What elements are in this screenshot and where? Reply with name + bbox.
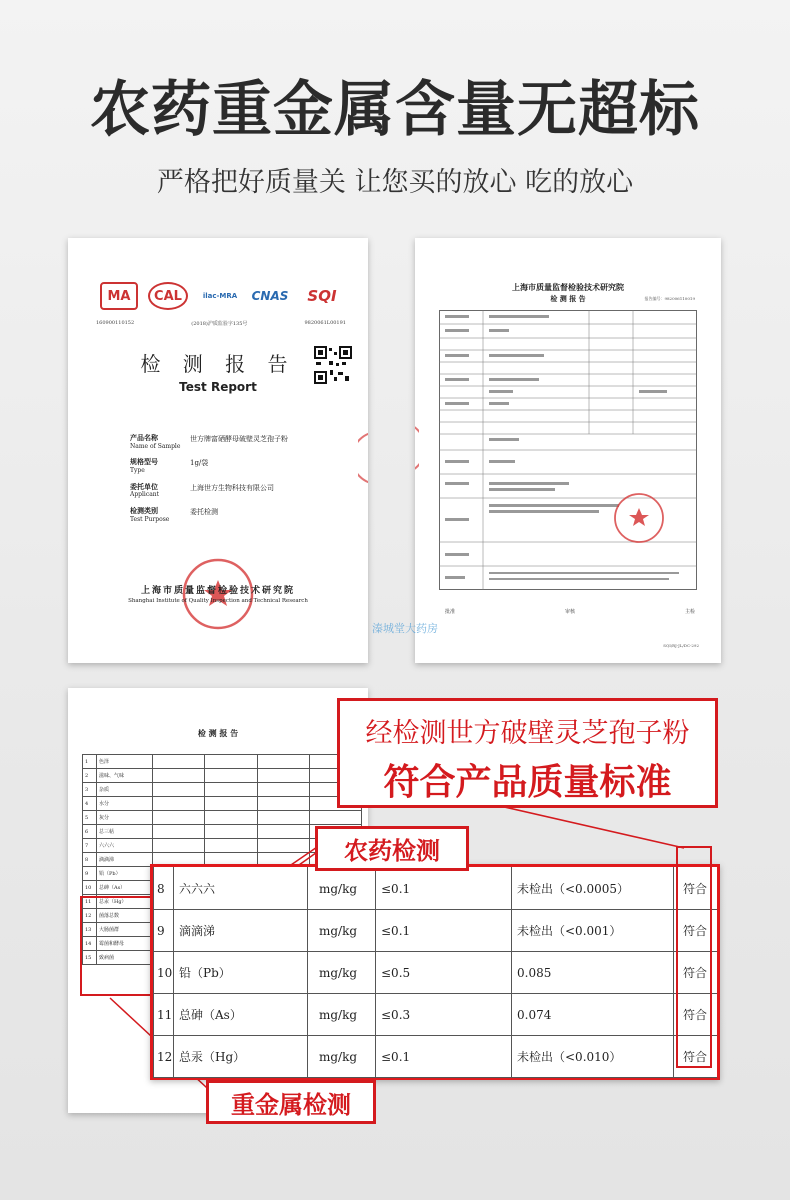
cnas-code: 9820061L00191 <box>304 320 346 326</box>
table-row <box>153 909 717 952</box>
table-cell <box>205 783 257 797</box>
row-number: 11 <box>157 1007 173 1022</box>
row-number: 10 <box>83 881 97 895</box>
row-item: 杂质 <box>97 783 153 797</box>
row-requirement: ≤0.1 <box>381 1049 411 1064</box>
row-result: 未检出（<0.010） <box>517 1050 622 1064</box>
institute-name: 上海市质量监督检验技术研究院 <box>140 586 295 596</box>
row-unit: mg/kg <box>319 1049 358 1064</box>
row-item: 六六六 <box>179 882 216 896</box>
report-form-code: SQI/RJ-JL/DC-292 <box>663 643 699 648</box>
table-row <box>83 783 362 797</box>
field-applicant: 委托单位 Applicant 上海世方生物科技有限公司 <box>130 481 274 499</box>
row-item: 总砷（As） <box>97 881 153 895</box>
edge-seal-icon <box>358 428 368 488</box>
report-title-en: Test Report <box>179 380 257 394</box>
row-unit: mg/kg <box>319 965 358 980</box>
row-number: 2 <box>83 769 97 783</box>
row-requirement: ≤0.3 <box>381 1007 411 1022</box>
table-row <box>83 811 362 825</box>
row-verdict: 符合 <box>683 1008 708 1022</box>
row-number: 13 <box>83 923 97 937</box>
row-unit: mg/kg <box>319 923 358 938</box>
row-item: 总汞（Hg） <box>97 895 153 909</box>
table-cell <box>205 811 257 825</box>
verdict-column-highlight <box>676 846 712 1068</box>
row-item: 总汞（Hg） <box>179 1050 246 1064</box>
conclusion-line-2: 符合产品质量标准 <box>383 762 672 803</box>
table-cell <box>257 811 309 825</box>
heavy-metal-test-tag: 重金属检测 <box>206 1080 376 1124</box>
row-requirement: ≤0.1 <box>381 881 411 896</box>
report-first-page <box>415 238 721 663</box>
row-item: 致病菌 <box>97 951 153 965</box>
sign-review: 审核 <box>564 609 575 615</box>
certificate-cover <box>68 238 368 663</box>
report-title-cn: 检 测 报 告 <box>140 352 296 376</box>
table-row <box>83 755 362 769</box>
table-row <box>83 769 362 783</box>
qr-code-icon <box>314 346 352 384</box>
row-item: 滴滴涕 <box>179 924 216 938</box>
row-number: 10 <box>157 965 173 980</box>
conclusion-callout <box>337 698 718 808</box>
row-item: 铅（Pb） <box>97 867 153 881</box>
row-requirement: ≤0.1 <box>381 923 411 938</box>
row-number: 15 <box>83 951 97 965</box>
ilac-logo: ilac-MRA <box>202 292 238 300</box>
report-number: 报告编号：982006110019 <box>644 296 695 301</box>
row-number: 4 <box>83 797 97 811</box>
row-item: 灰分 <box>97 811 153 825</box>
table-cell <box>257 797 309 811</box>
page-subtitle: 严格把好质量关 让您买的放心 吃的放心 <box>156 167 634 198</box>
table-row <box>153 951 717 994</box>
row-item: 色泽 <box>97 755 153 769</box>
row-number: 6 <box>83 825 97 839</box>
row-number: 11 <box>83 895 97 909</box>
table-cell <box>205 769 257 783</box>
row-number: 5 <box>83 811 97 825</box>
row-requirement: ≤0.5 <box>381 965 411 980</box>
cnas-logo: CNAS <box>251 289 289 303</box>
row-number: 12 <box>83 909 97 923</box>
row-verdict: 符合 <box>683 924 708 938</box>
row-unit: mg/kg <box>319 1007 358 1022</box>
detail-highlight <box>80 896 154 996</box>
table-row <box>153 993 717 1036</box>
report-form-table <box>439 310 697 590</box>
row-result: 0.074 <box>517 1007 552 1022</box>
watermark-text: 溱城堂大药房 <box>372 622 438 635</box>
row-verdict: 符合 <box>683 1050 708 1064</box>
table-row <box>83 797 362 811</box>
cma-code: 160900110152 <box>96 320 135 326</box>
table-cell <box>257 825 309 839</box>
table-cell <box>153 783 205 797</box>
page-title: 农药重金属含量无超标 <box>90 75 700 145</box>
table-cell <box>205 797 257 811</box>
certificate-codes <box>96 320 346 327</box>
row-item: 菌落总数 <box>97 909 153 923</box>
table-cell <box>257 769 309 783</box>
row-verdict: 符合 <box>683 966 708 980</box>
field-test-purpose: 检测类别 Test Purpose 委托检测 <box>130 505 218 523</box>
table-cell <box>205 755 257 769</box>
row-item: 六六六 <box>97 839 153 853</box>
table-cell <box>153 797 205 811</box>
table-cell <box>257 783 309 797</box>
row-number: 7 <box>83 839 97 853</box>
row-item: 滋味、气味 <box>97 769 153 783</box>
sqi-logo: SQI <box>307 287 337 305</box>
row-number: 8 <box>157 881 165 896</box>
row-unit: mg/kg <box>319 881 358 896</box>
sign-inspector: 主检 <box>684 609 695 615</box>
table-cell <box>153 839 205 853</box>
row-number: 14 <box>83 937 97 951</box>
row-result: 未检出（<0.0005） <box>517 882 630 896</box>
certification-logos <box>96 278 346 318</box>
row-number: 9 <box>157 923 165 938</box>
row-number: 12 <box>157 1049 173 1064</box>
detail-title: 检 测 报 告 <box>197 728 239 738</box>
row-item: 铅（Pb） <box>179 966 231 980</box>
table-cell <box>153 755 205 769</box>
row-item: 大肠菌群 <box>97 923 153 937</box>
row-number: 1 <box>83 755 97 769</box>
edge-seal-icon <box>415 418 419 478</box>
table-cell <box>205 839 257 853</box>
table-cell <box>309 811 361 825</box>
table-cell <box>153 769 205 783</box>
zoomed-result-table <box>150 864 720 1080</box>
row-number: 9 <box>83 867 97 881</box>
pesticide-test-tag: 农药检测 <box>315 826 469 871</box>
cma-logo: MA <box>100 282 138 310</box>
table-cell <box>153 811 205 825</box>
row-verdict: 符合 <box>683 882 708 896</box>
institute-name-en: Shanghai Institute of Quality Inspection and Technical Research <box>128 598 308 604</box>
cal-code: (2018)沪质监验字135号 <box>191 321 248 327</box>
table-row <box>153 867 717 910</box>
row-result: 0.085 <box>517 965 552 980</box>
conclusion-line-1: 经检测世方破壁灵芝孢子粉 <box>365 718 690 749</box>
table-cell <box>205 825 257 839</box>
report-signatures <box>445 608 695 615</box>
row-item: 滴滴涕 <box>97 853 153 867</box>
report-institute: 上海市质量监督检验技术研究院 <box>512 282 624 292</box>
row-item: 霉菌和酵母 <box>97 937 153 951</box>
table-cell <box>153 825 205 839</box>
field-sample-name: 产品名称 Name of Sample 世方牌富硒酵母破壁灵芝孢子粉 <box>130 433 288 450</box>
row-item: 水分 <box>97 797 153 811</box>
row-number: 8 <box>83 853 97 867</box>
sign-approve: 批准 <box>445 609 456 615</box>
row-number: 3 <box>83 783 97 797</box>
report-fields <box>130 434 350 531</box>
field-type: 规格型号 Type 1g/袋 <box>130 457 209 474</box>
table-row <box>153 1035 717 1078</box>
table-cell <box>257 755 309 769</box>
table-cell <box>257 839 309 853</box>
report-heading: 检 测 报 告 <box>550 294 586 303</box>
row-item: 总砷（As） <box>179 1008 242 1022</box>
row-result: 未检出（<0.001） <box>517 924 622 938</box>
cal-logo: CAL <box>148 282 188 310</box>
row-item: 总三萜 <box>97 825 153 839</box>
